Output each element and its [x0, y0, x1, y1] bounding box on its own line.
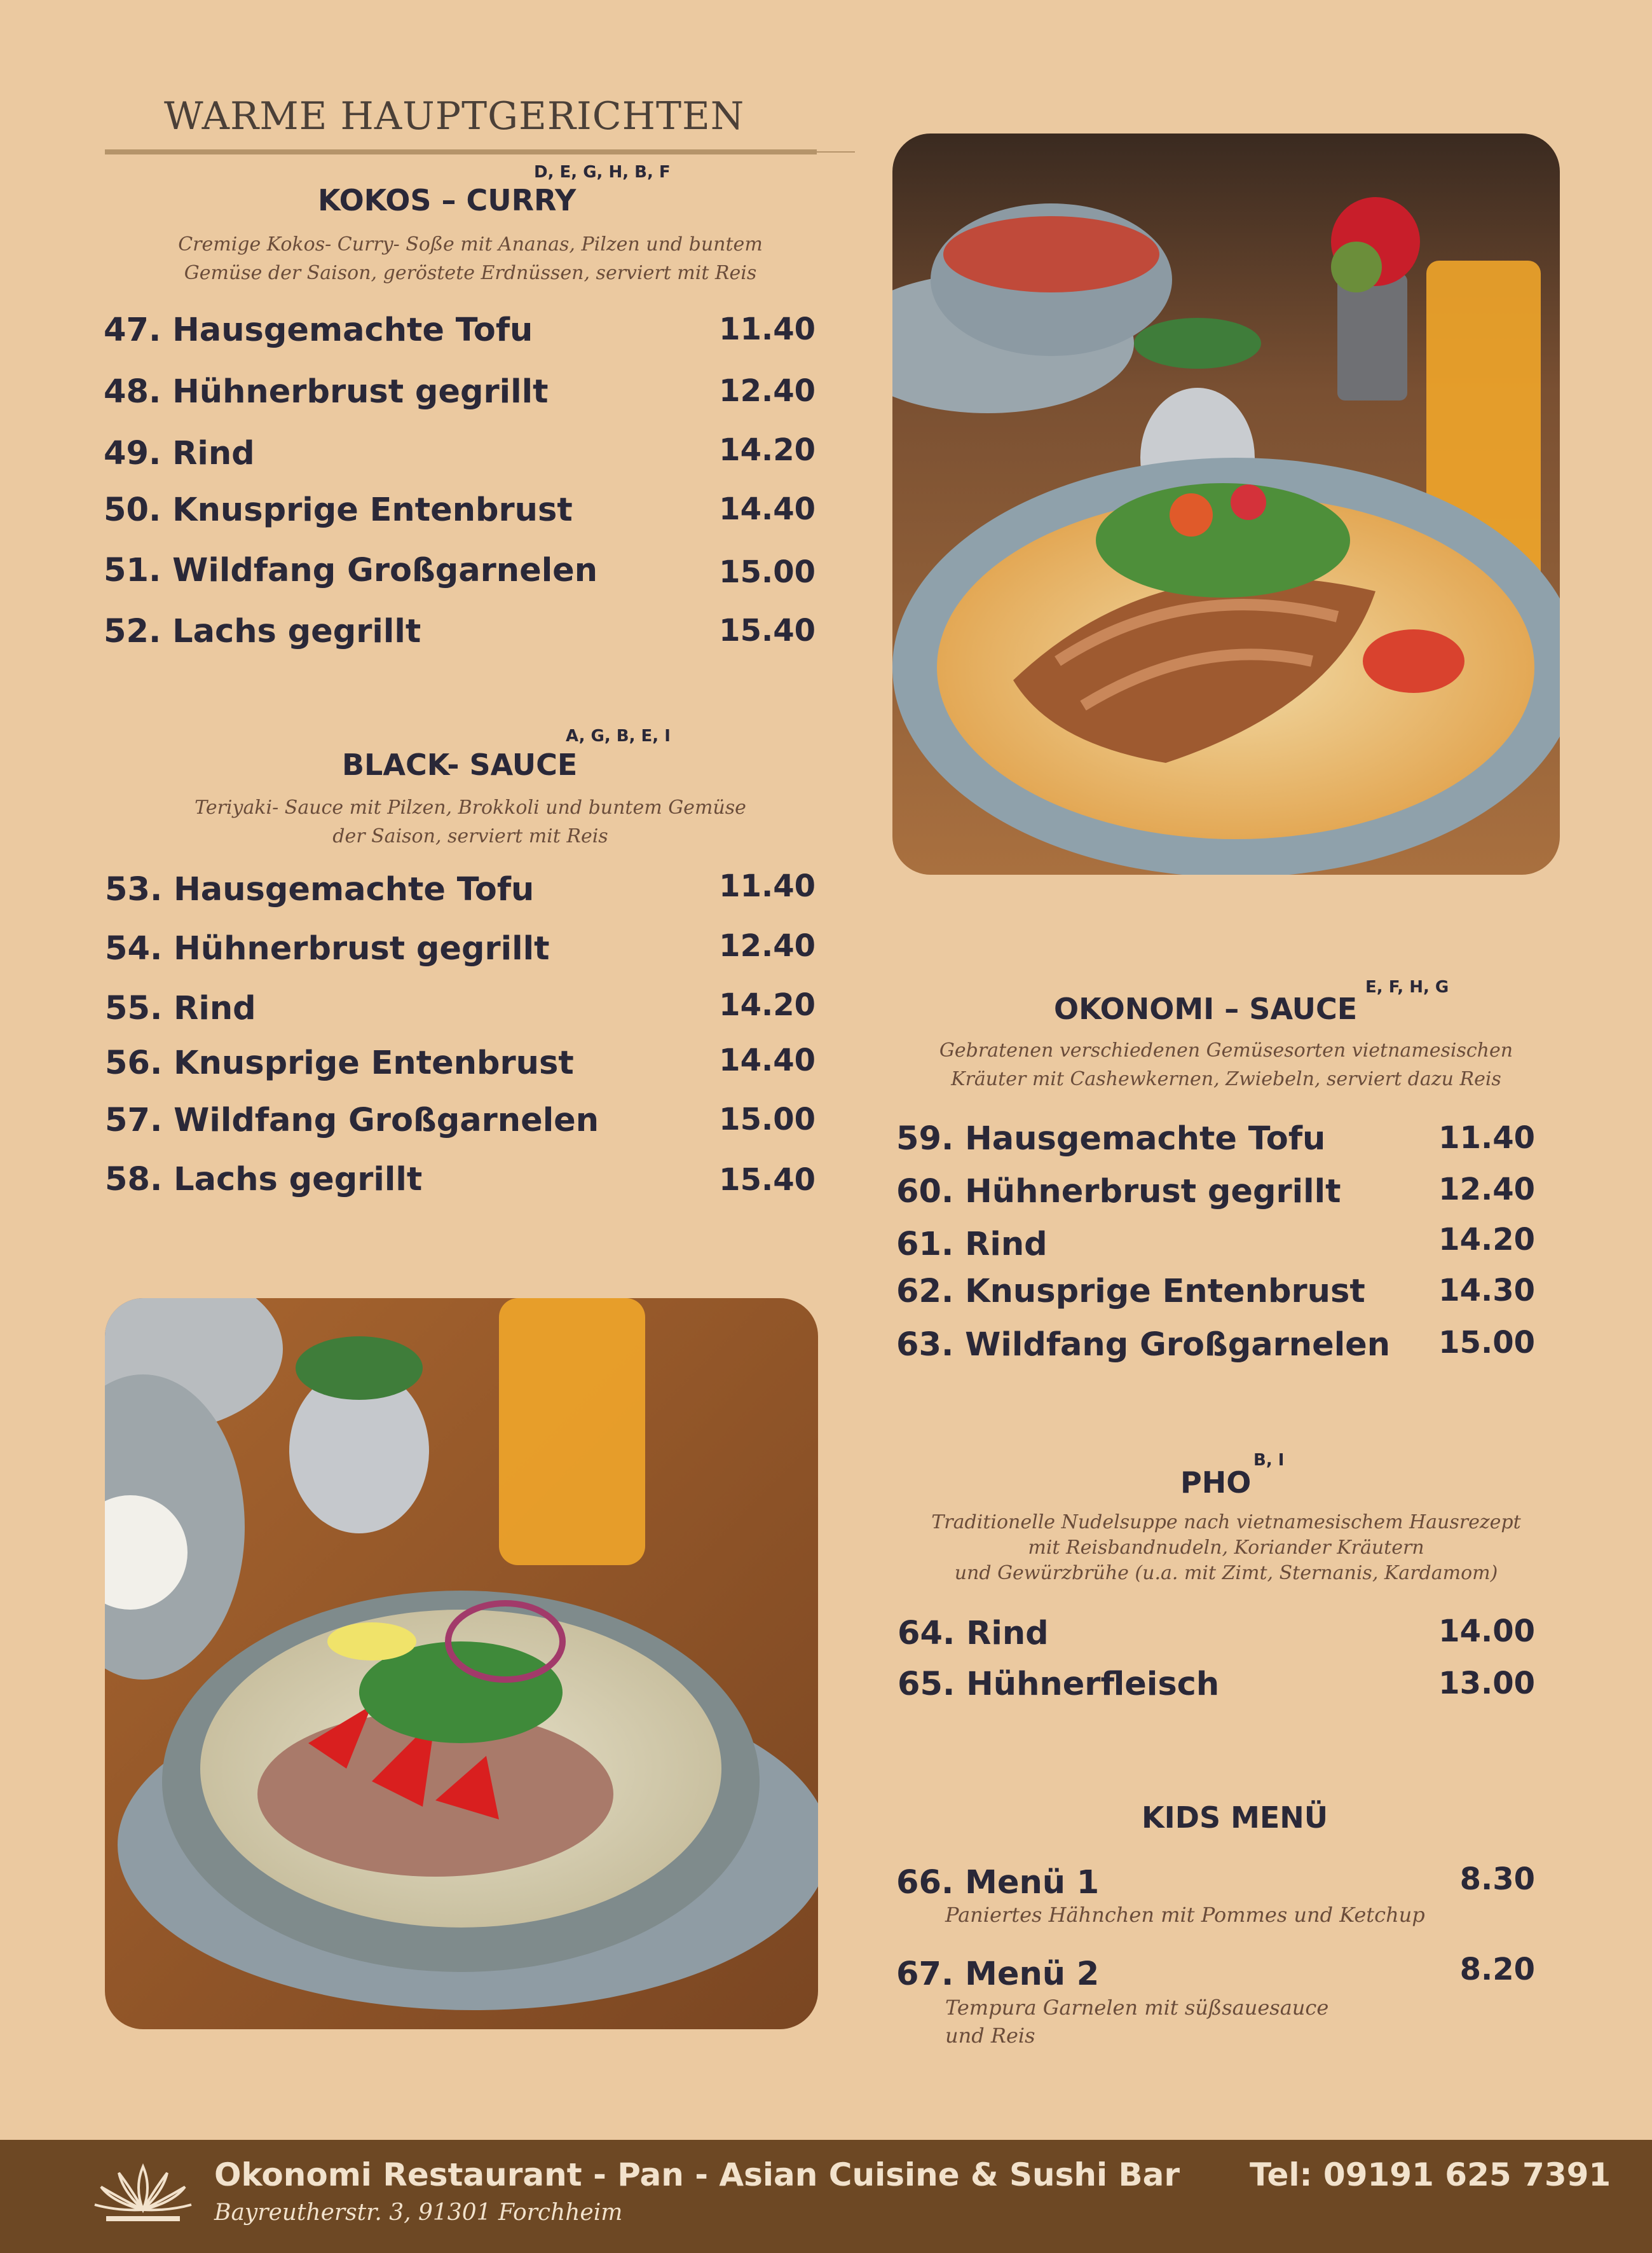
footer-restaurant-name: Okonomi Restaurant - Pan - Asian Cuisine & Sushi Bar	[214, 2156, 1180, 2193]
menu-item-name: 47. Hausgemachte Tofu	[104, 312, 533, 349]
allergens-kokos-curry: D, E, G, H, B, F	[534, 163, 671, 182]
desc-line: Kräuter mit Cashewkernen, Zwiebeln, serviert dazu Reis	[951, 1068, 1501, 1090]
menu-item-price: 11.40	[719, 312, 816, 347]
section-title-black-sauce: BLACK- SAUCE	[342, 748, 578, 782]
menu-item-name: 57. Wildfang Großgarnelen	[105, 1102, 599, 1139]
menu-item-desc: Paniertes Hähnchen mit Pommes und Ketchup	[945, 1903, 1425, 1927]
section-title-kokos-curry: KOKOS – CURRY	[318, 183, 577, 217]
menu-item-price: 15.00	[719, 554, 816, 590]
menu-item-price: 12.40	[719, 928, 816, 964]
footer-phone-link[interactable]: Tel: 09191 625 7391	[1250, 2156, 1611, 2193]
menu-item-name: 63. Wildfang Großgarnelen	[896, 1326, 1391, 1364]
menu-item-name: 65. Hühnerfleisch	[898, 1666, 1220, 1703]
menu-item-price: 8.30	[1459, 1861, 1535, 1897]
page-title: WARME HAUPTGERICHTEN	[164, 94, 745, 139]
menu-item-price: 14.30	[1438, 1273, 1535, 1308]
menu-item-price: 13.00	[1438, 1666, 1535, 1701]
desc-line: und Reis	[945, 2024, 1035, 2048]
menu-item-name: 49. Rind	[104, 435, 255, 472]
lotus-logo-icon	[92, 2159, 194, 2229]
desc-line: Tempura Garnelen mit süßsauesauce	[945, 1996, 1329, 2020]
menu-item-price: 14.20	[719, 987, 816, 1023]
allergens-okonomi-sauce: E, F, H, G	[1365, 978, 1449, 997]
menu-item-name: 62. Knusprige Entenbrust	[896, 1273, 1365, 1310]
menu-item-price: 15.40	[719, 613, 816, 648]
section-title-kids-menu: KIDS MENÜ	[1142, 1800, 1328, 1835]
menu-item-name: 54. Hühnerbrust gegrillt	[105, 930, 550, 968]
menu-item-price: 14.20	[719, 432, 816, 468]
menu-item-price: 14.40	[719, 1043, 816, 1078]
menu-item-price: 14.00	[1438, 1613, 1535, 1649]
menu-item-price: 15.40	[719, 1162, 816, 1198]
menu-item-name: 67. Menü 2	[896, 1955, 1100, 1993]
section-desc-kokos-curry	[105, 230, 836, 287]
menu-item-price: 11.40	[1438, 1120, 1535, 1156]
menu-item-name: 52. Lachs gegrillt	[104, 613, 421, 650]
menu-item-name: 50. Knusprige Entenbrust	[104, 491, 573, 529]
desc-line: Teriyaki- Sauce mit Pilzen, Brokkoli und buntem Gemüse	[195, 797, 746, 819]
desc-line: Gemüse der Saison, geröstete Erdnüssen, serviert mit Reis	[184, 262, 757, 284]
menu-item-price: 8.20	[1459, 1952, 1535, 1987]
desc-line: und Gewürzbrühe (u.a. mit Zimt, Sternanis, Kardamom)	[954, 1562, 1498, 1584]
photo-pho	[105, 1298, 818, 2029]
menu-item-price: 12.40	[719, 373, 816, 409]
section-desc-pho	[892, 1510, 1560, 1586]
menu-item-name: 66. Menü 1	[896, 1864, 1100, 1901]
desc-line: Cremige Kokos- Curry- Soße mit Ananas, Pilzen und buntem	[178, 233, 763, 256]
section-desc-black-sauce	[105, 793, 836, 851]
menu-item-name: 55. Rind	[105, 990, 256, 1027]
menu-item-name: 56. Knusprige Entenbrust	[105, 1044, 574, 1082]
menu-item-name: 58. Lachs gegrillt	[105, 1161, 423, 1198]
menu-item-desc	[945, 1994, 1328, 2050]
menu-item-name: 64. Rind	[898, 1615, 1049, 1652]
menu-item-name: 48. Hühnerbrust gegrillt	[104, 373, 549, 411]
menu-item-name: 60. Hühnerbrust gegrillt	[896, 1173, 1341, 1210]
title-divider-thin	[817, 151, 855, 153]
desc-line: Gebratenen verschiedenen Gemüsesorten vietnamesischen	[939, 1039, 1513, 1062]
menu-item-name: 53. Hausgemachte Tofu	[105, 871, 535, 908]
menu-item-price: 11.40	[719, 868, 816, 904]
photo-duck-curry	[892, 134, 1560, 875]
menu-item-price: 14.40	[719, 491, 816, 527]
menu-item-name: 59. Hausgemachte Tofu	[896, 1120, 1326, 1158]
menu-item-price: 15.00	[1438, 1325, 1535, 1360]
menu-item-price: 12.40	[1438, 1172, 1535, 1207]
desc-line: Traditionelle Nudelsuppe nach vietnamesischem Hausrezept	[931, 1511, 1521, 1533]
menu-item-price: 14.20	[1438, 1222, 1535, 1257]
section-desc-okonomi-sauce	[892, 1036, 1560, 1093]
title-divider	[105, 149, 817, 154]
menu-item-price: 15.00	[719, 1102, 816, 1137]
allergens-black-sauce: A, G, B, E, I	[566, 727, 671, 746]
desc-line: mit Reisbandnudeln, Koriander Kräutern	[1028, 1537, 1424, 1559]
menu-item-name: 51. Wildfang Großgarnelen	[104, 552, 598, 589]
footer-address: Bayreutherstr. 3, 91301 Forchheim	[214, 2200, 623, 2226]
desc-line: der Saison, serviert mit Reis	[332, 825, 608, 847]
menu-item-name: 61. Rind	[896, 1226, 1048, 1263]
section-title-pho: PHO	[1180, 1465, 1252, 1500]
allergens-pho: B, I	[1253, 1451, 1285, 1470]
section-title-okonomi-sauce: OKONOMI – SAUCE	[1054, 992, 1358, 1026]
